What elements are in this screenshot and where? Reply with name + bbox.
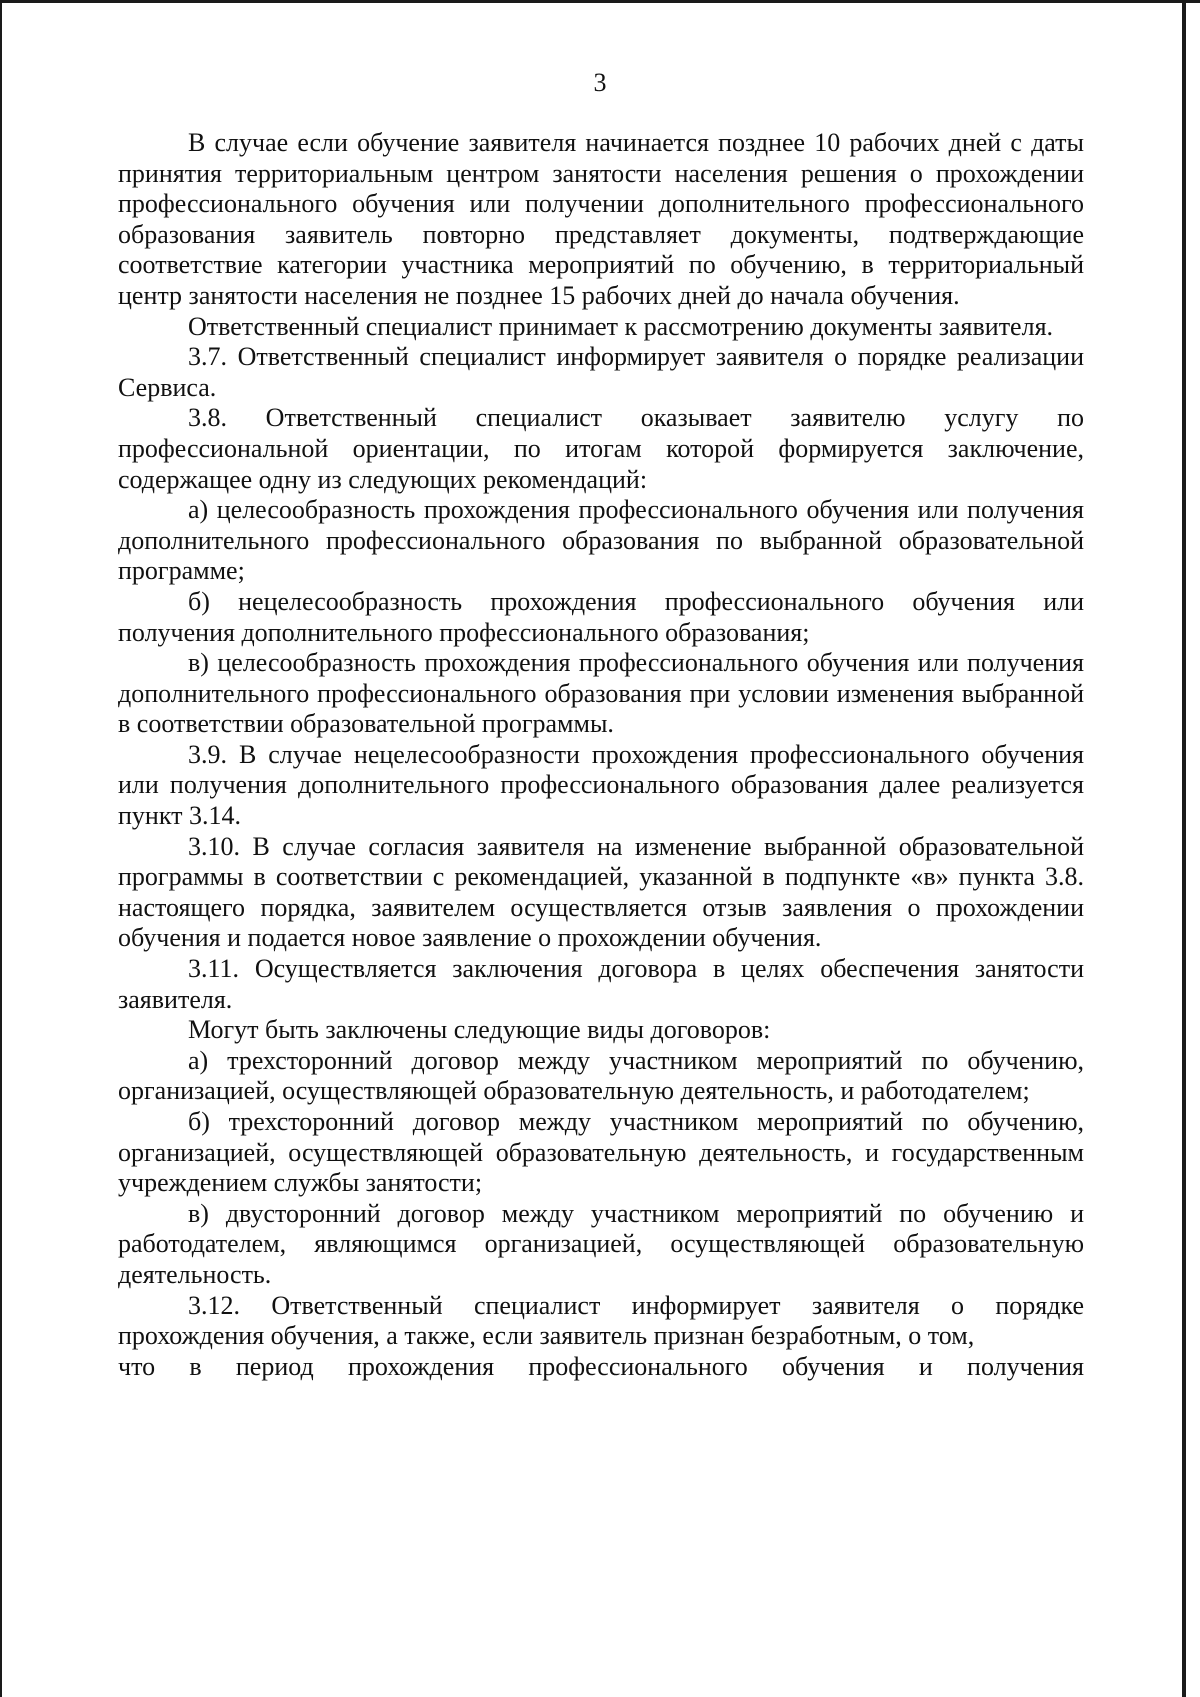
paragraph-3-10: 3.10. В случае согласия заявителя на изменение выбранной образовательной программы в соответствии с рекомендацией, указанной в подпункте «в» пункта 3.8. настоящего порядка, заявителем осуществляется отзыв заявления о прохождении обучения и подается новое заявление о прохождении обучения. xyxy=(118,831,1084,953)
paragraph-contract-a: а) трехсторонний договор между участником мероприятий по обучению, организацией, осуществляющей образовательную деятельность, и работодателем; xyxy=(118,1045,1084,1106)
paragraph-3-11: 3.11. Осуществляется заключения договора в целях обеспечения занятости заявителя. xyxy=(118,954,1084,1014)
paragraph-3-8-v: в) целесообразность прохождения профессионального обучения или получения дополнительного профессионального образования при условии изменения выбранной в соответствии образовательной программы. xyxy=(118,648,1084,739)
paragraph-3-8-b: б) нецелесообразность прохождения профессионального обучения или получения дополнительного профессионального образования; xyxy=(118,586,1084,647)
document-body xyxy=(118,128,1084,1382)
scan-border-top xyxy=(0,0,1200,3)
paragraph-3-9: 3.9. В случае нецелесообразности прохождения профессионального обучения или получения дополнительного профессионального образования далее реализуется пункт 3.14. xyxy=(118,739,1084,831)
paragraph-specialist-accepts: Ответственный специалист принимает к рассмотрению документы заявителя. xyxy=(188,311,1054,341)
scan-border-left xyxy=(0,0,2,1697)
paragraph-3-7: 3.7. Ответственный специалист информирует заявителя о порядке реализации Сервиса. xyxy=(118,342,1084,402)
paragraph-late-start: В случае если обучение заявителя начинается позднее 10 рабочих дней с даты принятия территориальным центром занятости населения решения о прохождении профессионального обучения или получении дополнительного профессионального образования заявитель повторно представляет документы, подтверждающие соответствие категории участника мероприятий по обучению, в территориальный центр занятости населения не позднее 15 рабочих дней до начала обучения. xyxy=(118,128,1084,310)
paragraph-contract-v: в) двусторонний договор между участником мероприятий по обучению и работодателем, являющимся организацией, осуществляющей образовательную деятельность. xyxy=(118,1198,1084,1289)
paragraph-contract-b: б) трехсторонний договор между участником мероприятий по обучению, организацией, осуществляющей образовательную деятельность, и государственным учреждением службы занятости; xyxy=(118,1107,1084,1198)
scan-border-right xyxy=(1182,0,1186,1697)
paragraph-3-12: 3.12. Ответственный специалист информирует заявителя о порядке прохождения обучения, а также, если заявитель признан безработным, о том, xyxy=(118,1290,1084,1351)
paragraph-3-12-continued: что в период прохождения профессионального обучения и получения xyxy=(118,1351,1084,1381)
paragraph-3-8: 3.8. Ответственный специалист оказывает заявителю услугу по профессиональной ориентации, по итогам которой формируется заключение, содержащее одну из следующих рекомендаций: xyxy=(118,403,1084,494)
paragraph-contract-types: Могут быть заключены следующие виды договоров: xyxy=(188,1015,771,1045)
paragraph-3-8-a: а) целесообразность прохождения профессионального обучения или получения дополнительного профессионального образования по выбранной образовательной программе; xyxy=(118,495,1084,586)
page-number: 3 xyxy=(593,68,607,97)
